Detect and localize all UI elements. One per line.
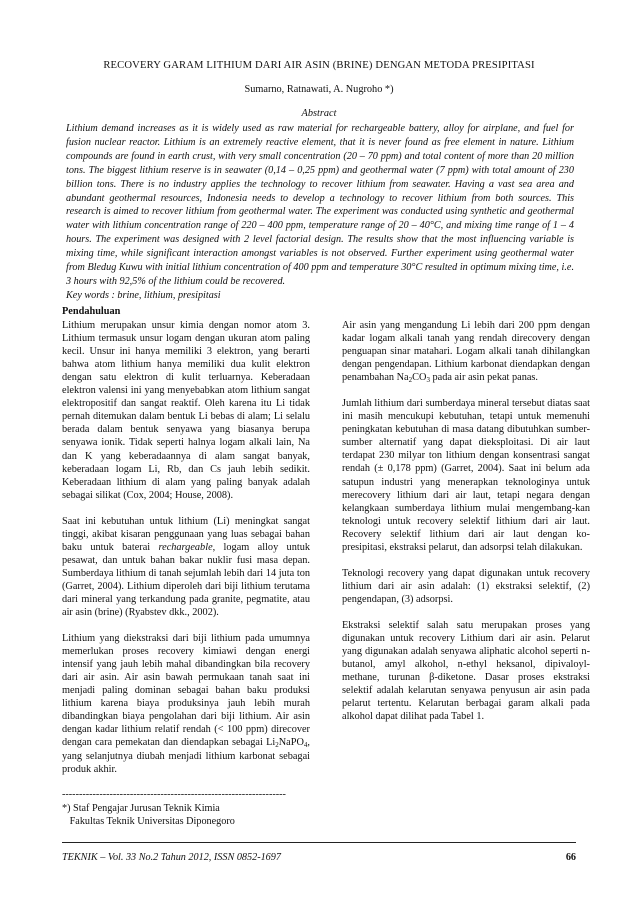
paragraph-6: Teknologi recovery yang dapat digunakan untuk recovery lithium dari air asin adalah: (1) ekstraksi selektif, (2) pengendapan, (3) adsorpsi. (342, 567, 590, 605)
footnote-line-1: *) Staf Pengajar Jurusan Teknik Kimia (62, 802, 220, 814)
section-heading: Pendahuluan (62, 306, 121, 317)
footer-divider (62, 842, 576, 843)
footnote-line-2: Fakultas Teknik Universitas Diponegoro (62, 816, 235, 827)
left-column (62, 305, 310, 789)
abstract-body: Lithium demand increases as it is widely used as raw material for rechargeable battery, alloy for airplane, and fuel for fusion nuclear reactor. Lithium is an extremely reactive element, that it is never found as free element in nature. Lithium compounds are found in earth crust, with very small concentration (20 – 70 ppm) and total content of more than 20 million tons. The biggest lithium reserve is in seawater (0,14 – 0,25 ppm) and geothermal water (7 ppm) with total amount of 230 billion tons. There is no industry applies the technology to recover lithium from seawater. Having a vast sea area and abundant geothermal resources, Indonesia needs to develop a technology to recover lithium from both sources. This research is aimed to recover lithium from geothermal water. The experiment was conducted using synthetic and geothermal water with lithium concentration range of 220 – 400 ppm, temperature range of 20 – 40°C, and mixing time range of 1 – 4 hours. The experiment was designed with 2 level factorial design. The results show that the most influencing variable is mixing time, while significant interaction amongst variables is not observed. Further experiment using geothermal water from Bledug Kuwu with initial lithium concentration of 400 ppm and temperature 30°C resulted in optimum mixing time, i.e. 3 hours with 92,5% of the lithium could be recovered. (66, 123, 574, 287)
keywords: Key words : brine, lithium, presipitasi (66, 289, 221, 301)
page-number: 66 (565, 852, 576, 863)
authors: Sumarno, Ratnawati, A. Nugroho *) (244, 84, 394, 95)
italic-term: rechargeable (158, 541, 213, 553)
footnote-rule: ------------------------------------------------------------------ (62, 789, 286, 800)
abstract (66, 122, 574, 303)
right-column (342, 319, 590, 736)
paper-title: RECOVERY GARAM LITHIUM DARI AIR ASIN (BRINE) DENGAN METODA PRESIPITASI (103, 60, 535, 71)
paragraph-2: Saat ini kebutuhan untuk lithium (Li) meningkat sangat tinggi, akibat kisaran penggunaan yang luas sebagai bahan baku untuk baterai rechargeable, logam alloy untuk pesawat, dan untuk bahan bakar nuklir fusi masa depan. Sumberdaya lithium di tanah sejumlah lebih dari 14 juta ton (Garret, 2004). Lithium diperoleh dari biji lithium terutama dari mineral yang terkandung pada granite, pegmatite, atau air asin (brine) (Ryabstev dkk., 2002). (62, 515, 311, 619)
paragraph-7: Ekstraksi selektif salah satu merupakan proses yang digunakan untuk recovery Lithium dari air asin. Pelarut yang digunakan adalah senyawa aliphatic alcohol seperti n-butanol, amyl alkohol, n-ethyl heksanol, dipivaloyl-methane, turunan β-diketone. Dasar proses ekstraksi selektif adalah kelarutan senyawa penyusun air asin pada pelarut tertentu. Kelarutan berbagai garam alkali pada alkohol dapat dilihat pada Tabel 1. (342, 619, 590, 723)
page-footer (62, 852, 576, 863)
paragraph-1: Lithium merupakan unsur kimia dengan nomor atom 3. Lithium termasuk unsur logam dengan ukuran atom paling kecil. Unsur ini hanya memiliki 3 elektron, yang berarti bahwa atom lithium hanya memiliki dua kulit elektron dengan satu elektron di kulit terluarnya. Keberadaan elektron valensi ini yang menyebabkan atom lithium sangat elektropositif dan sangat reaktif. Oleh karena itu Li tidak pernah ditemukan dalam bentuk Li bebas di alam; Li selalu berada dalam bentuk senyawa yang biasanya berupa senyawa ionik. Tidak seperti halnya logam alkali lain, Na dan K yang keberadaannya di alam sangat banyak, keberadaan logam Li, Rb, dan Cs jauh lebih sedikit. Keberadaan lithium di alam yang paling banyak adalah sebagai silikat (Cox, 2004; House, 2008). (62, 320, 310, 501)
footnote (62, 788, 322, 829)
journal-citation: TEKNIK – Vol. 33 No.2 Tahun 2012, ISSN 0852-1697 (62, 852, 281, 863)
paragraph-5: Jumlah lithium dari sumberdaya mineral tersebut diatas saat ini masih mencukupi kebutuhan, tetapi untuk memenuhi peningkatan kebutuhan di masa datang dibutuhkan sumber-sumber alternatif yang dapat dieksploitasi. Di air laut terdapat 230 milyar ton lithium dengan konsentrasi sangat rendah (± 0,178 ppm) (Garret, 2004). Saat ini belum ada satupun industri yang menerapkan teknologinya untuk merecovery lithium dari air laut, tetapi negara dengan kelangkaan sumberdaya lithium mulai mengembang-kan teknologi untuk recovery selektif lithium dari air laut. Recovery selektif lithium dari air laut dengan ko-presipitasi, ekstraksi pelarut, dan adsorpsi telah dilakukan. (342, 398, 590, 553)
paragraph-3: Lithium yang diekstraksi dari biji lithium pada umumnya memerlukan proses recovery kimiawi dengan energi intensif yang jauh lebih mahal dibandingkan bila recovery dari air asin. Air asin bawah permukaan tanah saat ini menjadi paling dominan sebagai bahan baku produksi lithium karena biaya produksinya jauh lebih murah dibandingkan biaya pengolahan dari biji lithium. Air asin dengan kadar lithium relatif rendah (< 100 ppm) direcover dengan cara pemekatan dan diendapkan sebagai $Li_2NaPO_4$, yang selanjutnya diubah menjadi lithium karbonat sebagai produk akhir. (62, 633, 310, 775)
paragraph-4: Air asin yang mengandung Li lebih dari 200 ppm dengan kadar logam alkali tanah yang rendah direcovery dengan penguapan sinar matahari. Logam alkali tanah dihilangkan dengan pengendapan. Lithium karbonat diendapkan dengan penambahan $Na_2CO_3$ pada air asin pekat panas. (342, 320, 590, 385)
abstract-heading: Abstract (301, 108, 337, 119)
